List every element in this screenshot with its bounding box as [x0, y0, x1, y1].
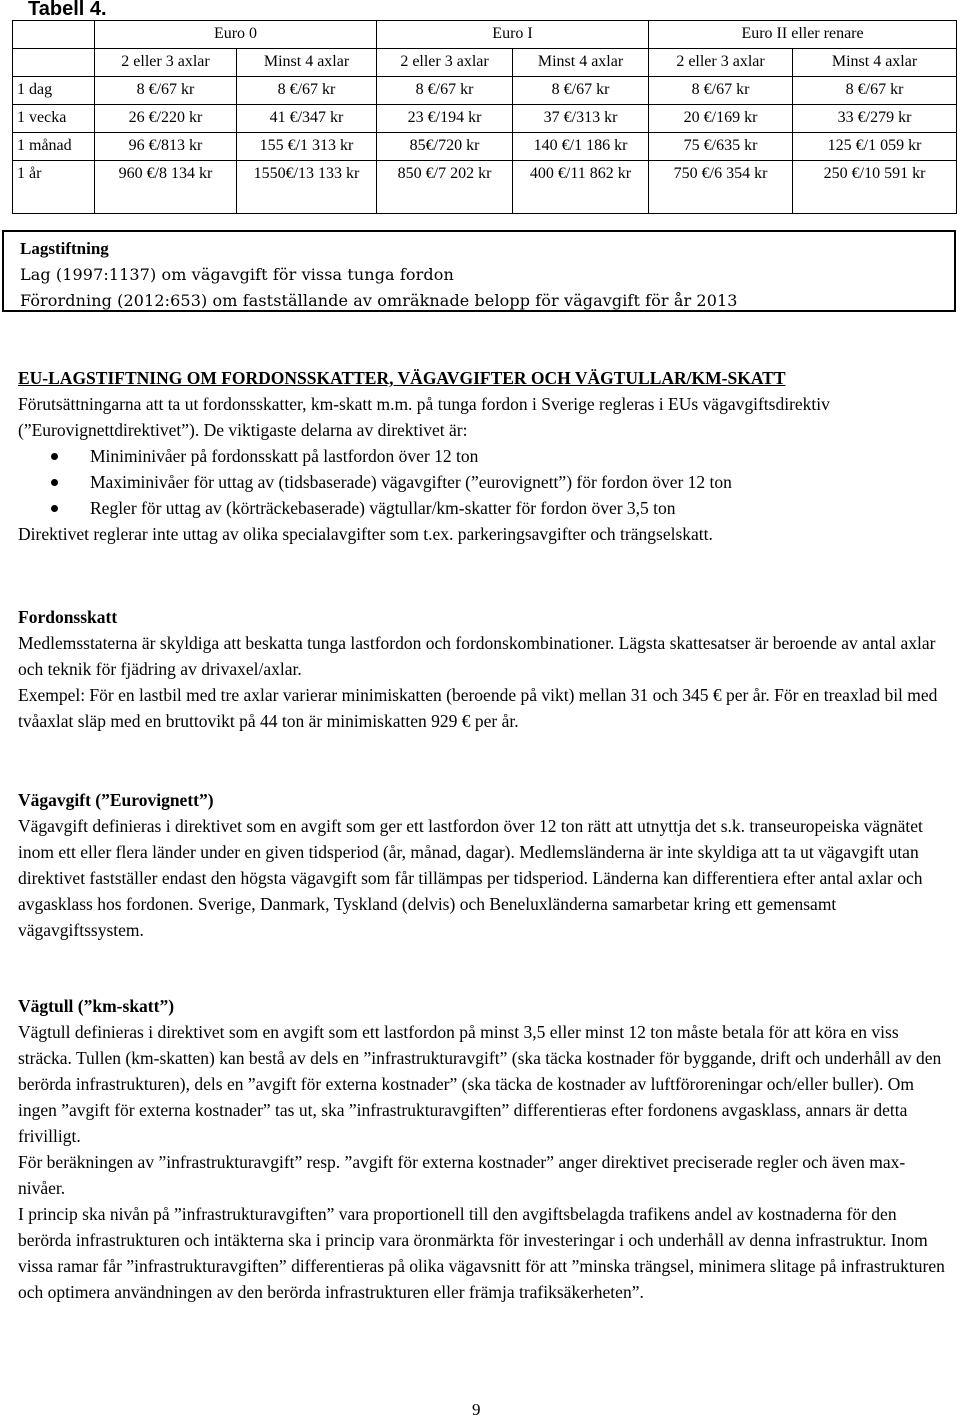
road-charge-section [18, 787, 948, 943]
vehicle-tax-example: Exempel: För en lastbil med tre axlar varierar minimiskatten (beroende på vikt) mellan 31 och 345 € per år. För en treaxlad bil med tvåaxlat släp med en bruttovikt på 44 ton är minimiskatten 929 € per år. [18, 685, 938, 731]
header-euro-1: Euro I [377, 21, 649, 49]
rate-cell: 125 €/1 059 kr [793, 133, 957, 161]
rate-cell: 8 €/67 kr [237, 77, 377, 105]
rate-cell: 26 €/220 kr [95, 105, 237, 133]
rate-cell: 960 €/8 134 kr [95, 161, 237, 214]
rate-cell: 8 €/67 kr [377, 77, 513, 105]
list-item-text: Regler för uttag av (körträckebaserade) vägtullar/km-skatter för fordon över 3,5 ton [90, 498, 676, 518]
header-axles: Minst 4 axlar [793, 49, 957, 77]
table-header-row-axles [13, 49, 957, 77]
vehicle-tax-heading: Fordonsskatt [18, 607, 118, 627]
list-item-text: Maximinivåer för uttag av (tidsbaserade) vägavgifter (”eurovignett”) för fordon över 12 ton [90, 472, 732, 492]
eu-section [18, 365, 948, 547]
header-euro-0: Euro 0 [95, 21, 377, 49]
rate-cell: 8 €/67 kr [513, 77, 649, 105]
vehicle-tax-paragraph: Medlemsstaterna är skyldiga att beskatta tunga lastfordon och fordonskombinationer. Lägsta skattesatser är beroende av antal axlar och teknik för fjädring av drivaxel/axlar. [18, 633, 936, 679]
table-corner-cell [13, 49, 95, 77]
list-item [18, 495, 948, 521]
rate-cell: 750 €/6 354 kr [649, 161, 793, 214]
rate-cell: 33 €/279 kr [793, 105, 957, 133]
header-axles: Minst 4 axlar [237, 49, 377, 77]
table-title: Tabell 4. [28, 0, 107, 20]
bullet-icon [51, 453, 58, 460]
header-axles: 2 eller 3 axlar [377, 49, 513, 77]
rate-cell: 8 €/67 kr [793, 77, 957, 105]
rate-cell: 75 €/635 kr [649, 133, 793, 161]
rate-cell: 96 €/813 kr [95, 133, 237, 161]
rate-cell: 140 €/1 186 kr [513, 133, 649, 161]
rate-cell: 155 €/1 313 kr [237, 133, 377, 161]
vignette-rate-table [12, 20, 957, 214]
table-header-row-classes [13, 21, 957, 49]
road-toll-section [18, 993, 948, 1305]
rate-cell: 20 €/169 kr [649, 105, 793, 133]
rate-cell: 8 €/67 kr [95, 77, 237, 105]
eu-heading: EU-LAGSTIFTNING OM FORDONSSKATTER, VÄGAVGIFTER OCH VÄGTULLAR/KM-SKATT [18, 368, 786, 388]
road-toll-paragraph: Vägtull definieras i direktivet som en avgift som ett lastfordon på minst 3,5 eller minst 12 ton måste betala för att köra en viss sträcka. Tullen (km-skatten) kan bestå av dels en ”infrastrukturavgift” (ska täcka kostnader för byggande, drift och underhåll av den berörda infrastrukturen), dels en ”avgift för externa kostnader” (ska täcka de kostnader av luftföroreningar och/eller buller). Om ingen ”avgift för externa kostnader” tas ut, ska ”infrastrukturavgiften” differentieras efter fordonens avgasklass, annars är detta frivilligt. [18, 1022, 942, 1146]
legislation-box [2, 230, 956, 312]
road-toll-paragraph: I princip ska nivån på ”infrastrukturavgiften” vara proportionell till den avgiftsbelagda trafikens andel av kostnaderna för den berörda infrastrukturen och intäkterna ska i princip vara öronmärkta för investeringar i och underhåll av denna infrastruktur. Inom vissa ramar får ”infrastrukturavgiften” differentieras på olika vägavsnitt för att ”minska trängsel, minimera slitage på infrastrukturen och optimera användningen av den berörda infrastrukturen eller främja trafiksäkerheten”. [18, 1204, 945, 1302]
legislation-ordinance: Förordning (2012:653) om fastställande av omräknade belopp för vägavgift för år 2013 [20, 291, 738, 310]
table-row [13, 161, 957, 214]
rate-cell: 400 €/11 862 kr [513, 161, 649, 214]
list-item [18, 469, 948, 495]
bullet-icon [51, 479, 58, 486]
bullet-icon [51, 505, 58, 512]
row-period: 1 år [13, 161, 95, 214]
rate-cell: 1550€/13 133 kr [237, 161, 377, 214]
eu-outro: Direktivet reglerar inte uttag av olika specialavgifter som t.ex. parkeringsavgifter och trängselskatt. [18, 524, 713, 544]
header-axles: 2 eller 3 axlar [649, 49, 793, 77]
legislation-law: Lag (1997:1137) om vägavgift för vissa tunga fordon [20, 265, 454, 284]
eu-intro: Förutsättningarna att ta ut fordonsskatter, km-skatt m.m. på tunga fordon i Sverige regleras i EUs vägavgiftsdirektiv (”Eurovignettdirektivet”). De viktigaste delarna av direktivet är: [18, 394, 830, 440]
list-item [18, 443, 948, 469]
row-period: 1 dag [13, 77, 95, 105]
legislation-heading: Lagstiftning [20, 239, 109, 258]
rate-cell: 41 €/347 kr [237, 105, 377, 133]
header-axles: 2 eller 3 axlar [95, 49, 237, 77]
road-charge-paragraph: Vägavgift definieras i direktivet som en avgift som ger ett lastfordon över 12 ton rätt att utnyttja det s.k. transeuropeiska vägnätet inom ett eller flera länder under en given tidsperiod (år, månad, dagar). Medlemsländerna är inte skyldiga att ta ut vägavgift utan direktivet fastställer endast den högsta vägavgift som får tillämpas per tidsperiod. Länderna kan differentiera efter antal axlar och avgasklass hos fordonen. Sverige, Danmark, Tyskland (delvis) och Beneluxländerna samarbetar kring ett gemensamt vägavgiftssystem. [18, 816, 923, 940]
table-row [13, 77, 957, 105]
road-charge-heading: Vägavgift (”Eurovignett”) [18, 790, 214, 810]
table-corner-cell [13, 21, 95, 49]
header-axles: Minst 4 axlar [513, 49, 649, 77]
rate-cell: 850 €/7 202 kr [377, 161, 513, 214]
rate-cell: 8 €/67 kr [649, 77, 793, 105]
page-number: 9 [472, 1400, 481, 1419]
eu-bullet-list [18, 443, 948, 521]
road-toll-paragraph: För beräkningen av ”infrastrukturavgift” resp. ”avgift för externa kostnader” anger direktivet preciserade regler och även max-nivåer. [18, 1152, 906, 1198]
vehicle-tax-section [18, 604, 948, 734]
row-period: 1 vecka [13, 105, 95, 133]
table-row [13, 105, 957, 133]
table-row [13, 133, 957, 161]
header-euro-2: Euro II eller renare [649, 21, 957, 49]
rate-cell: 250 €/10 591 kr [793, 161, 957, 214]
rate-cell: 85€/720 kr [377, 133, 513, 161]
list-item-text: Miniminivåer på fordonsskatt på lastfordon över 12 ton [90, 446, 479, 466]
road-toll-heading: Vägtull (”km-skatt”) [18, 996, 175, 1016]
row-period: 1 månad [13, 133, 95, 161]
rate-cell: 23 €/194 kr [377, 105, 513, 133]
rate-cell: 37 €/313 kr [513, 105, 649, 133]
